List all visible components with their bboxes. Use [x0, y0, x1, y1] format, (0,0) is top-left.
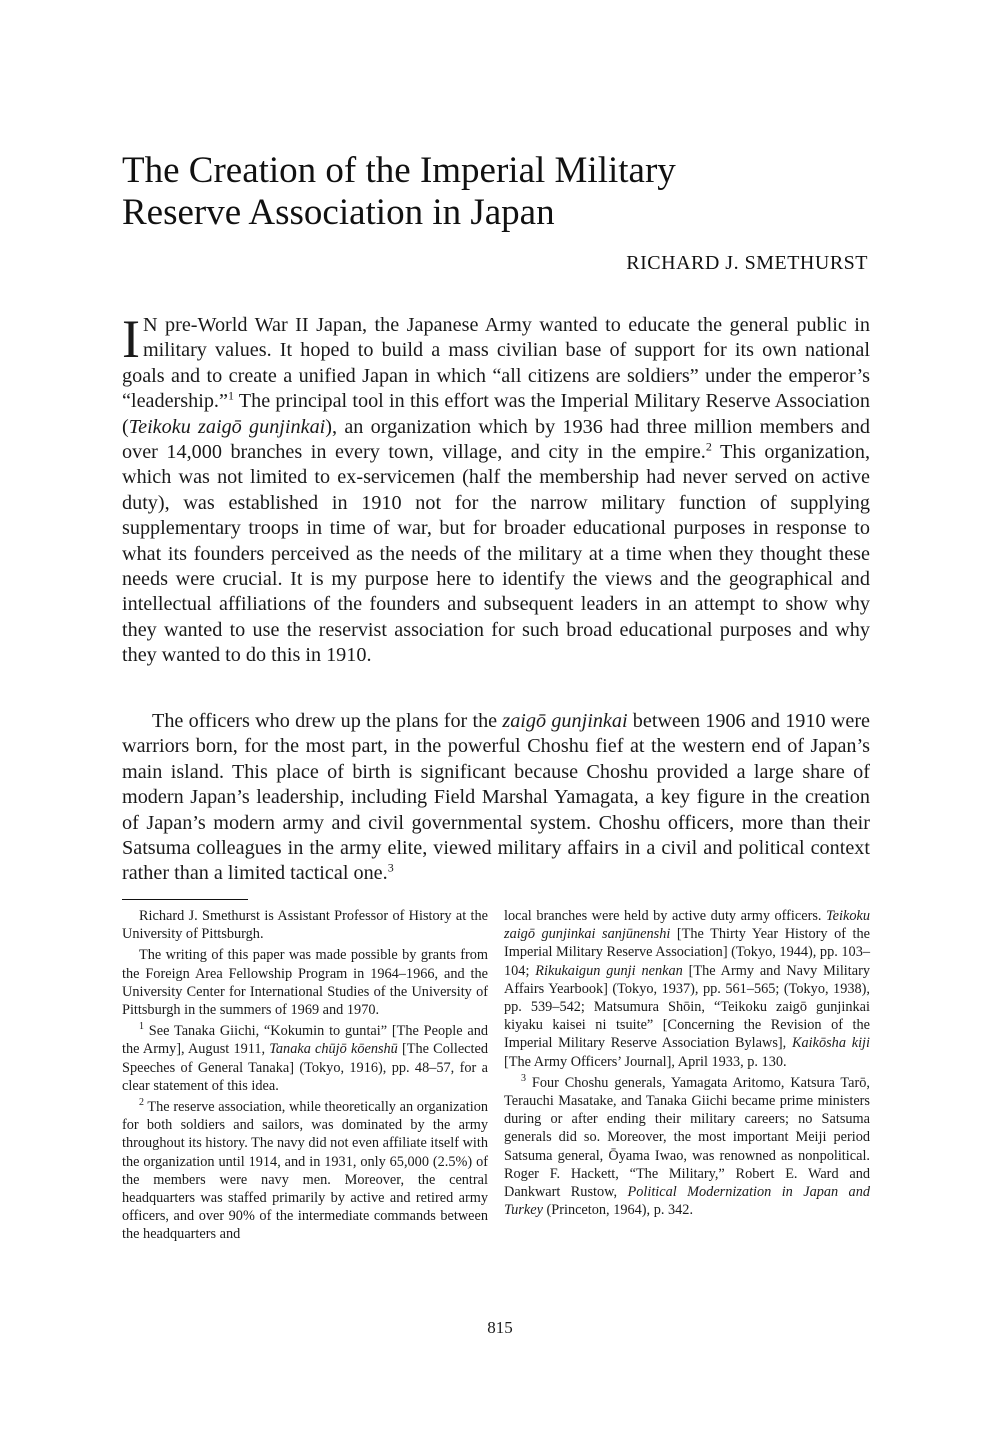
footnote-3-text-a: Four Choshu generals, Yamagata Aritomo, Katsura Tarō, Terauchi Masatake, and Tanaka Giichi became prime ministers during or after ending their military careers; no Satsuma generals did so. Moreover, the most important Meiji period Satsuma general, Ōyama Iwao, was renowned as nonpolitical. Roger F. Hackett, “The Military,” Robert E. Ward and Dankwart Rustow,: [504, 1074, 870, 1201]
p1-text-a: N pre-World War II Japan, the Japanese Army wanted to educate the general public in military values. It hoped to build a mass civilian base of support for its own national goals and to create a unified Japan in which “all citizens are soldiers” under the emperor’s “leadership.”: [122, 314, 870, 413]
footnote-1: [122, 1022, 488, 1095]
p2-text-b: between 1906 and 1910 were warriors born, for the most part, in the powerful Choshu fief at the western end of Japan’s main island. This place of birth is significant because Choshu provided a large share of modern Japan’s leadership, including Field Marshal Yamagata, a key figure in the creation of Japan’s modern army and civil governmental system. Choshu officers, more than their Satsuma colleagues in the army elite, viewed military affairs in a civil and political context rather than a limited tactical one.: [122, 710, 870, 885]
p1-text-d: This organization, which was not limited to ex-servicemen (half the membership had never served on active duty), was established in 1910 not for the narrow military function of supplying supplementary troops in time of war, but for broader educational purposes in response to what its founders perceived as the needs of the military at a time when they thought these needs were crucial. It is my purpose here to identify the views and the geographical and intellectual affiliations of the founders and subsequent leaders in an attempt to show why they wanted to use the reservist association for such broad educational purposes and why they wanted to do this in 1910.: [122, 441, 870, 667]
footnote-2-italic-1: Teikoku zaigō gunjinkai sanjūnenshi: [504, 908, 870, 943]
page-number: 815: [487, 1318, 513, 1337]
footnote-2-cont-a: local branches were held by active duty army officers.: [504, 908, 827, 924]
footnote-2-cont-b: [The Thirty Year History of the Imperial Military Reserve Association] (Tokyo, 1944), pp. 103–104;: [504, 926, 870, 979]
p1-text-c: ), an organization which by 1936 had three million members and over 14,000 branches in every town, village, and city in the empire.: [122, 415, 871, 464]
footnote-ref-1[interactable]: 1: [227, 388, 234, 403]
footnote-2-cont-d: [The Army Officers’ Journal], April 1933, p. 130.: [504, 1053, 787, 1070]
footnote-1-italic: Tanaka chūjō kōenshū: [269, 1041, 398, 1058]
title-line-2: Reserve Association in Japan: [122, 192, 555, 233]
p2-lead-in: The officers: [152, 710, 250, 732]
p1-italic-term: Teikoku zaigō gunjinkai: [128, 415, 326, 438]
footnote-2-italic-3: Kaikōsha kiji: [791, 1035, 870, 1052]
footnote-3: [504, 1074, 870, 1220]
footnote-author-note: Richard J. Smethurst is Assistant Professor of History at the University of Pittsburgh.: [122, 908, 488, 943]
article-title: [122, 150, 882, 234]
footnote-2: [122, 1098, 488, 1244]
footnote-1-text-b: [The Collected Speeches of General Tanaka] (Tokyo, 1916), pp. 48–57, for a clear statement of this idea.: [122, 1041, 488, 1094]
author-byline: RICHARD J. SMETHURST: [626, 252, 868, 274]
footnote-2-continued: [504, 907, 870, 1071]
footnote-3-italic: Political Modernization in Japan and Turkey: [504, 1184, 870, 1219]
footnote-1-mark: 1: [139, 1021, 144, 1033]
body-paragraph-2: [122, 709, 870, 887]
footnote-1-text-a: See Tanaka Giichi, “Kokumin to guntai” [The People and the Army], August 1911,: [122, 1023, 488, 1058]
footnote-divider: [122, 899, 248, 900]
p1-text-b: The principal tool in this effort was the Imperial Military Reserve Association (: [122, 390, 870, 438]
footnote-3-text-b: (Princeton, 1964), p. 342.: [542, 1202, 694, 1219]
footnote-2-text-a: The reserve association, while theoretically an organization for both soldiers and sailors, was dominated by the army throughout its history. The navy did not even affiliate itself with the organization until 1914, and in 1931, only 65,000 (2.5%) of the members were navy men. Moreover, the central headquarters was staffed primarily by active and retired army officers, and over 90% of the intermediate commands between the headquarters and: [122, 1099, 488, 1243]
drop-cap: I: [122, 309, 140, 369]
footnote-2-mark: 2: [139, 1097, 144, 1109]
body-paragraph-1: [122, 309, 871, 669]
footnote-ref-2[interactable]: 2: [705, 439, 712, 454]
footnote-3-mark: 3: [521, 1073, 526, 1085]
footnote-2-cont-c: [The Army and Navy Military Affairs Yearbook] (Tokyo, 1937), pp. 561–565; (Tokyo, 1938), pp. 539–542; Matsumura Shōin, “Teikoku zaigō gunjinkai kiyaku kaisei ni tsuite” [Concerning the Revision of the Imperial Military Reserve Association Bylaws],: [504, 962, 870, 1052]
footnote-acknowledgment: The writing of this paper was made possible by grants from the Foreign Area Fellowship Program in 1964–1966, and the University Center for International Studies of the University of Pittsburgh in the summers of 1969 and 1970.: [122, 947, 488, 1019]
title-line-1: The Creation of the Imperial Military: [122, 150, 676, 191]
footnotes-right-column: [504, 907, 870, 1222]
p2-italic-term: zaigō gunjinkai: [502, 710, 628, 732]
footnote-ref-3[interactable]: 3: [387, 860, 394, 875]
footnotes-left-column: [122, 907, 488, 1247]
footnote-2-italic-2: Rikukaigun gunji nenkan: [535, 962, 683, 979]
p2-text-a: who drew up the plans for the: [249, 710, 503, 732]
